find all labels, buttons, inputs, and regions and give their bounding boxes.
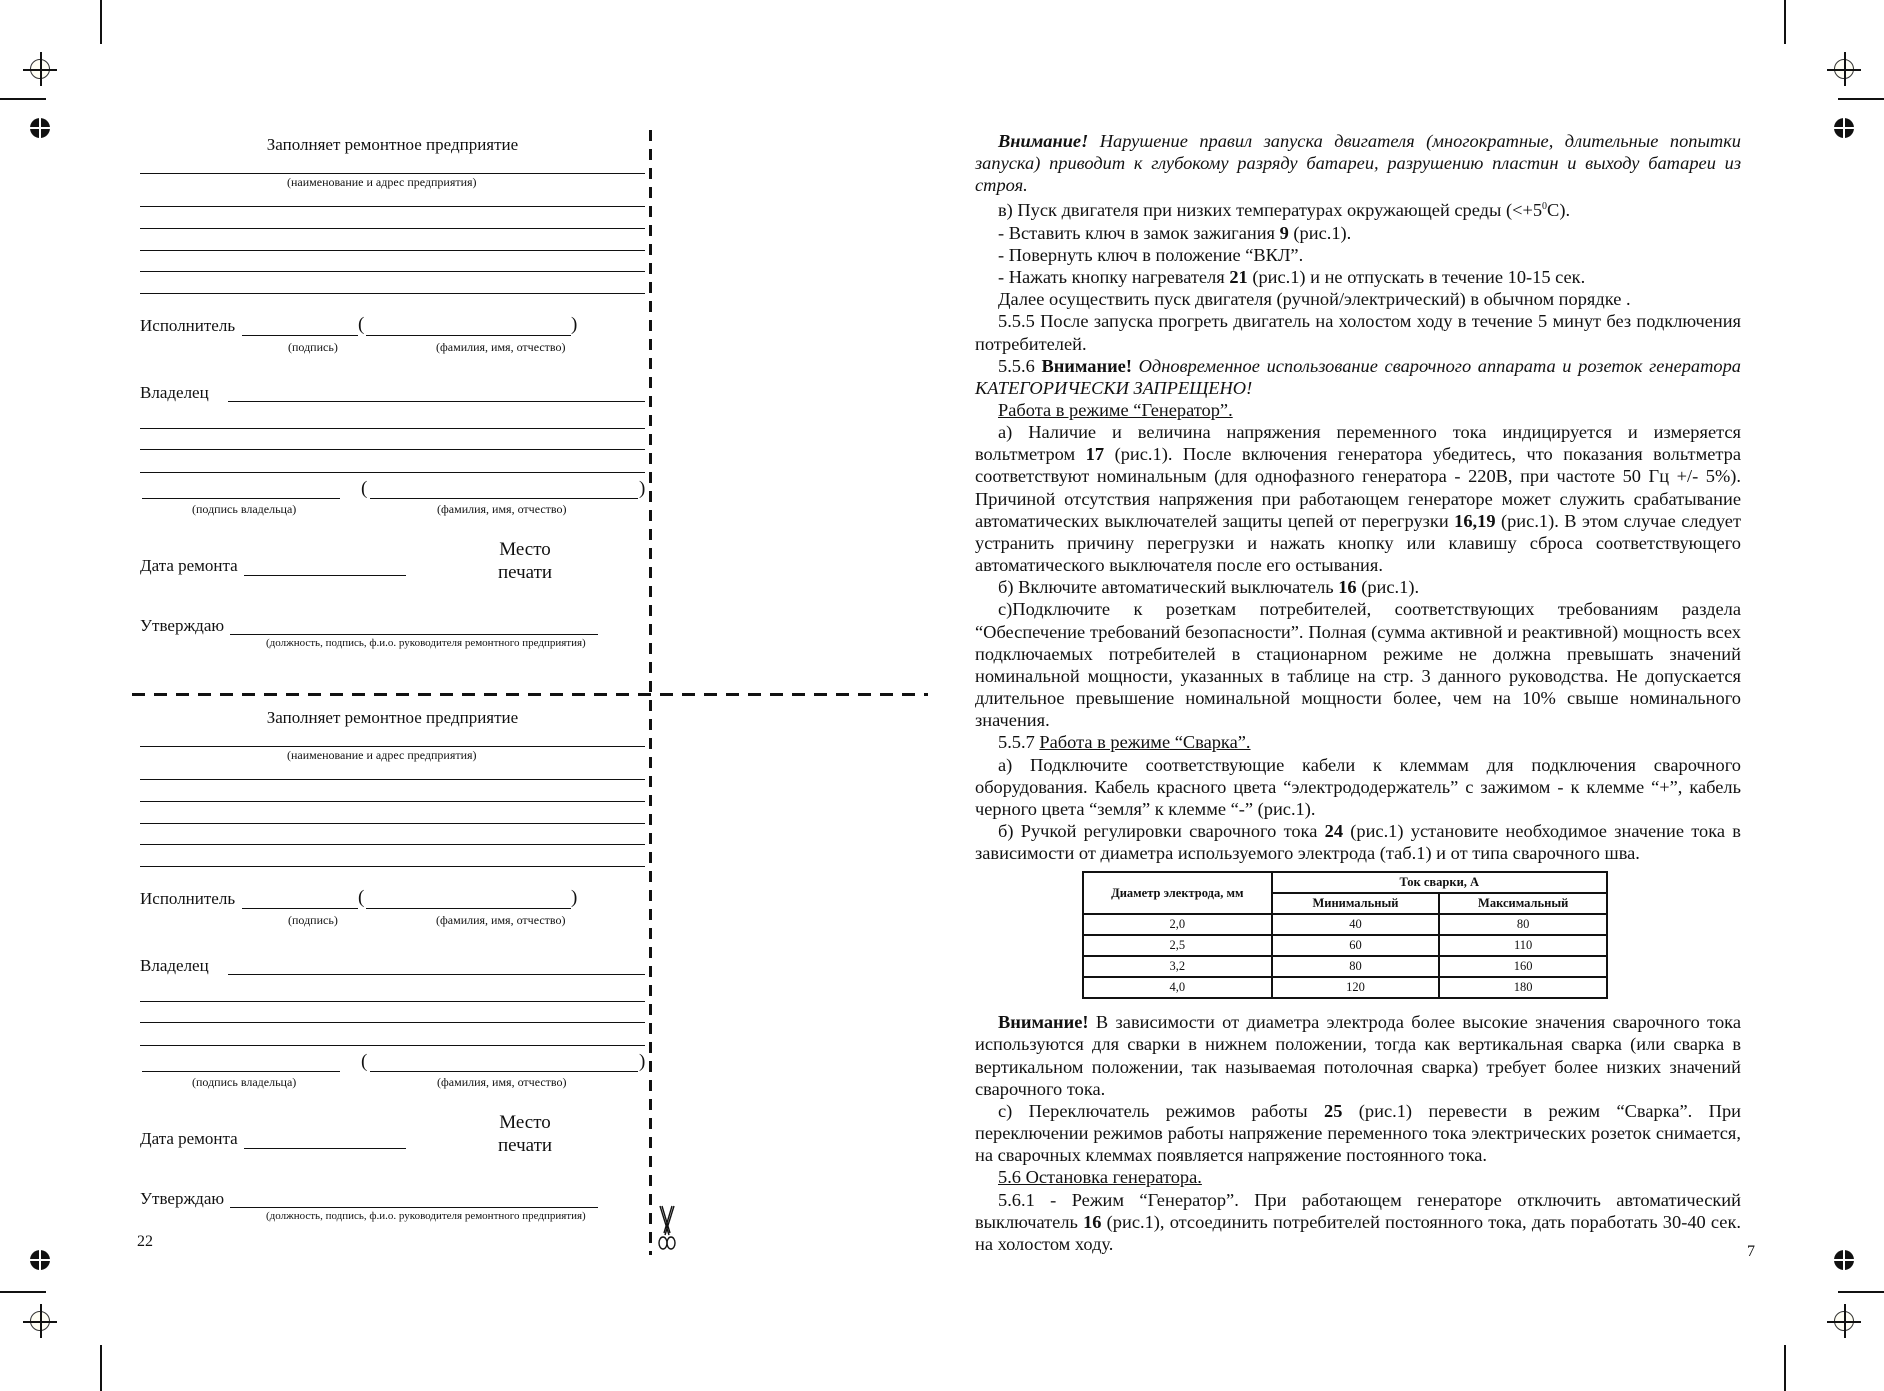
stamp-place [485,1111,565,1157]
text: - Вставить ключ в замок зажигания [998,222,1280,243]
crop-mark-top-left-horizontal [0,98,46,100]
owner-fio-caption: (фамилия, имя, отчество) [437,502,567,516]
ref-number: 25 [1324,1100,1343,1121]
registration-crosshair-icon [1834,59,1854,79]
paren-close: ) [571,314,578,335]
blank-line[interactable] [140,271,645,272]
blank-line[interactable] [140,1022,645,1023]
cell-max: 80 [1439,914,1607,935]
text: (рис.1). После включения генератора убедитесь, что показания вольтметра соответствуют номинальным (для однофазного генератора - 220В, при частоте 50 Гц +/- 5%). Причиной отсутствия напряжения при работающем генераторе может служить срабатывание автоматических выключателей защиты цепей от перегрузки [975,444,1741,531]
ref-number: 16 [1338,577,1357,598]
stamp-line-1: Место [499,1112,551,1133]
text: б) Ручкой регулировки сварочного тока [998,820,1325,841]
blank-line[interactable] [140,250,645,251]
cell-min: 120 [1272,977,1440,998]
stamp-line-2: печати [497,1135,553,1156]
executor-fio-line[interactable] [366,335,571,336]
crop-mark-top-right-horizontal [1838,98,1884,100]
cell-max: 160 [1439,956,1607,977]
approve-line[interactable] [230,634,598,635]
repair-date-line[interactable] [244,1148,406,1149]
stamp-place [485,538,565,584]
ref-number: 16,19 [1454,510,1496,531]
step-insert-key [975,222,1741,244]
paren-open: ( [358,314,365,335]
blank-line[interactable] [140,1045,645,1046]
registration-crosshair-icon [30,1311,50,1331]
generator-mode-heading [975,399,1741,421]
signature-caption: (подпись) [288,340,338,354]
col-min-header: Минимальный [1272,893,1440,914]
blank-line[interactable] [140,779,645,780]
page-number-right: 7 [1747,1243,1755,1260]
blank-line[interactable] [140,293,645,294]
ref-number: 16 [1083,1211,1102,1232]
section-number: 5.5.6 [998,355,1042,376]
table-row [1083,977,1607,998]
paragraph-c-consumers: с)Подключите к розеткам потребителей, соответствующих требованиям раздела “Обеспечение требований безопасности”. Полная (сумма активной и реактивной) мощность всех подключаемых потребителей в стационарном режиме не должна превышать значений номинальной мощности, указанных в таблице на стр. 3 данного руководства. Не допускается длительное превышение номинальной мощности более, чем на 10% свыше номинального значения. [975,599,1741,731]
cold-start-heading [975,196,1741,221]
text: С). [1547,200,1571,221]
warning-label: Внимание! [1041,355,1132,376]
paragraph-a-cables: а) Подключите соответствующие кабели к клеммам для подключения сварочного оборудования. Кабель красного цвета “электрододержатель” с зажимом - к клемме “+”, кабель черного цвета “земля” к клемме “-” (рис.1). [975,754,1741,819]
ref-number: 17 [1085,444,1105,465]
approve-label: Утверждаю [140,616,225,635]
repair-date-line[interactable] [244,575,406,576]
form-title: Заполняет ремонтное предприятие [266,135,519,154]
enterprise-caption: (наименование и адрес предприятия) [287,175,477,189]
paren-close: ) [639,1051,646,1072]
cell-min: 40 [1272,914,1440,935]
crop-mark-bottom-right-vertical [1784,1345,1786,1391]
cell-diameter: 3,2 [1083,956,1272,977]
crop-mark-bottom-left-vertical [100,1345,102,1391]
text: (рис.1) установите необходимое значение тока в зависимости от диаметра используемого электрода (таб.1) и от типа сварочного шва. [975,820,1741,864]
ref-number: 9 [1279,222,1289,243]
owner-signature-caption: (подпись владельца) [192,1075,297,1089]
text: (рис.1). [1356,577,1420,598]
registration-crosshair-icon [30,59,50,79]
horizontal-cut-line [132,693,928,696]
cell-min: 60 [1272,935,1440,956]
welding-current-table [1082,871,1608,999]
executor-label: Исполнитель [140,889,236,908]
cell-diameter: 4,0 [1083,977,1272,998]
heading-text: Работа в режиме “Генератор”. [998,400,1233,420]
text: 5.6.1 - Режим “Генератор”. При работающем генераторе отключить автоматический выключатель [975,1189,1741,1232]
executor-label: Исполнитель [140,316,236,335]
page-number-left: 22 [137,1233,153,1250]
owner-line[interactable] [228,401,645,402]
approve-line[interactable] [230,1207,598,1208]
owner-fio-line[interactable] [370,1071,638,1072]
text: - Нажать кнопку нагревателя [998,267,1230,288]
executor-fio-line[interactable] [366,908,571,909]
blank-line[interactable] [140,823,645,824]
text: (рис.1) и не отпускать в течение 10-15 сек. [1247,267,1586,288]
paren-open: ( [361,1051,368,1072]
heading-text: 5.6 Остановка генератора. [998,1167,1202,1188]
ref-number: 21 [1229,267,1248,288]
owner-signature-line[interactable] [142,1071,340,1072]
owner-label: Владелец [140,383,209,402]
crop-mark-bottom-left-horizontal [0,1291,46,1293]
text: (рис.1). В этом случае следует устранить причину перегрузки и нажать кнопку или клавишу сброса соответствующего автоматического выключателя после его остывания. [975,510,1741,576]
instructions-text [975,130,1741,1255]
registration-dot-icon [1834,118,1854,138]
warning-text: Нарушение правил запуска двигателя (многократные, длительные попытки запуска) приводит к глубокому разряду батареи, разрушению пластин и выходу батареи из строя. [975,131,1741,196]
col-current-group-header: Ток сварки, А [1272,872,1607,893]
owner-line[interactable] [228,974,645,975]
step-press-heater [975,266,1741,288]
blank-line[interactable] [140,449,645,450]
col-max-header: Максимальный [1439,893,1607,914]
executor-signature-line[interactable] [242,335,358,336]
registration-dot-icon [30,1250,50,1270]
enterprise-caption: (наименование и адрес предприятия) [287,748,477,762]
text: (рис.1) перевести в режим “Сварка”. При переключении режимов работы напряжение переменного тока электрических розеток снимается, на сварочных клеммах появляется напряжение постоянного тока. [975,1100,1741,1166]
text: а) Наличие и величина напряжения переменного тока индицируется и измеряется вольтметром [975,422,1741,465]
text: В зависимости от диаметра электрода более высокие значения сварочного тока используются для сварки в нижнем положении, тогда как вертикальная сварка (или сварка в вертикальном положении, так называемая потолочная сварка) требует более низких значений сварочного тока. [975,1012,1741,1099]
section-5-5-6 [975,355,1741,399]
owner-fio-line[interactable] [370,498,638,499]
repair-form-2 [140,703,645,1263]
section-5-6 [975,1166,1741,1188]
table-header-row [1083,872,1607,893]
registration-dot-icon [1834,1250,1854,1270]
warning-text: Одновременное использование сварочного аппарата и розеток генератора КАТЕГОРИЧЕСКИ ЗАПРЕЩЕНО! [975,355,1741,398]
approve-caption: (должность, подпись, ф.и.о. руководителя ремонтного предприятия) [266,637,586,649]
ref-number: 24 [1324,820,1344,841]
warning-label: Внимание! [998,1012,1089,1033]
blank-line[interactable] [140,472,645,473]
table-row [1083,914,1607,935]
text: б) Включите автоматический выключатель [998,577,1339,598]
welding-warning [975,1011,1741,1100]
blank-line[interactable] [140,1001,645,1002]
paragraph-a-voltage [975,421,1741,576]
cell-diameter: 2,5 [1083,935,1272,956]
blank-line[interactable] [140,206,645,207]
crop-mark-top-left-vertical [100,0,102,44]
fio-caption: (фамилия, имя, отчество) [436,340,566,354]
registration-dot-icon [30,118,50,138]
col-diameter-header: Диаметр электрода, мм [1083,872,1272,914]
approve-caption: (должность, подпись, ф.и.о. руководителя ремонтного предприятия) [266,1210,586,1222]
crop-mark-top-right-vertical [1784,0,1786,44]
blank-line[interactable] [140,801,645,802]
form-title: Заполняет ремонтное предприятие [266,708,519,727]
degree: 0 [1542,201,1548,213]
warning-paragraph [975,130,1741,196]
text: с) Переключатель режимов работы [998,1100,1325,1121]
paren-open: ( [361,478,368,499]
fio-caption: (фамилия, имя, отчество) [436,913,566,927]
cell-max: 180 [1439,977,1607,998]
paren-open: ( [358,887,365,908]
section-5-5-7 [975,731,1741,753]
text: (рис.1). [1288,222,1352,243]
crop-mark-bottom-right-horizontal [1838,1291,1884,1293]
executor-signature-line[interactable] [242,908,358,909]
owner-fio-caption: (фамилия, имя, отчество) [437,1075,567,1089]
section-5-5-5: 5.5.5 После запуска прогреть двигатель на холостом ходу в течение 5 минут без подключения потребителей. [975,311,1741,354]
table-row [1083,935,1607,956]
owner-signature-caption: (подпись владельца) [192,502,297,516]
section-number: 5.5.7 [998,732,1040,753]
paren-close: ) [639,478,646,499]
cell-max: 110 [1439,935,1607,956]
text: (рис.1), отсоединить потребителей постоянного тока, дать поработать 30-40 сек. на холостом ходу. [975,1211,1741,1254]
signature-caption: (подпись) [288,913,338,927]
paragraph-b-current [975,820,1741,864]
paragraph-b-breaker [975,576,1741,598]
repair-date-label: Дата ремонта [140,1129,238,1148]
section-5-6-1 [975,1189,1741,1255]
blank-line[interactable] [140,866,645,867]
cell-min: 80 [1272,956,1440,977]
blank-line[interactable] [140,844,645,845]
paren-close: ) [571,887,578,908]
text: в) Пуск двигателя при низких температурах окружающей среды (<+5 [998,200,1543,221]
stamp-line-2: печати [497,562,553,583]
repair-date-label: Дата ремонта [140,556,238,575]
table-row [1083,956,1607,977]
repair-form-1 [140,130,645,690]
owner-label: Владелец [140,956,209,975]
blank-line[interactable] [140,228,645,229]
owner-signature-line[interactable] [142,498,340,499]
warning-label: Внимание! [998,131,1089,151]
paragraph-c-switch [975,1100,1741,1166]
cell-diameter: 2,0 [1083,914,1272,935]
stamp-line-1: Место [499,539,551,560]
registration-crosshair-icon [1834,1311,1854,1331]
approve-label: Утверждаю [140,1189,225,1208]
scissors-icon [656,1205,678,1251]
heading-text: Работа в режиме “Сварка”. [1039,732,1251,753]
step-turn-key: - Повернуть ключ в положение “ВКЛ”. [998,244,1304,265]
step-start-engine: Далее осуществить пуск двигателя (ручной/электрический) в обычном порядке . [998,289,1631,310]
blank-line[interactable] [140,428,645,429]
